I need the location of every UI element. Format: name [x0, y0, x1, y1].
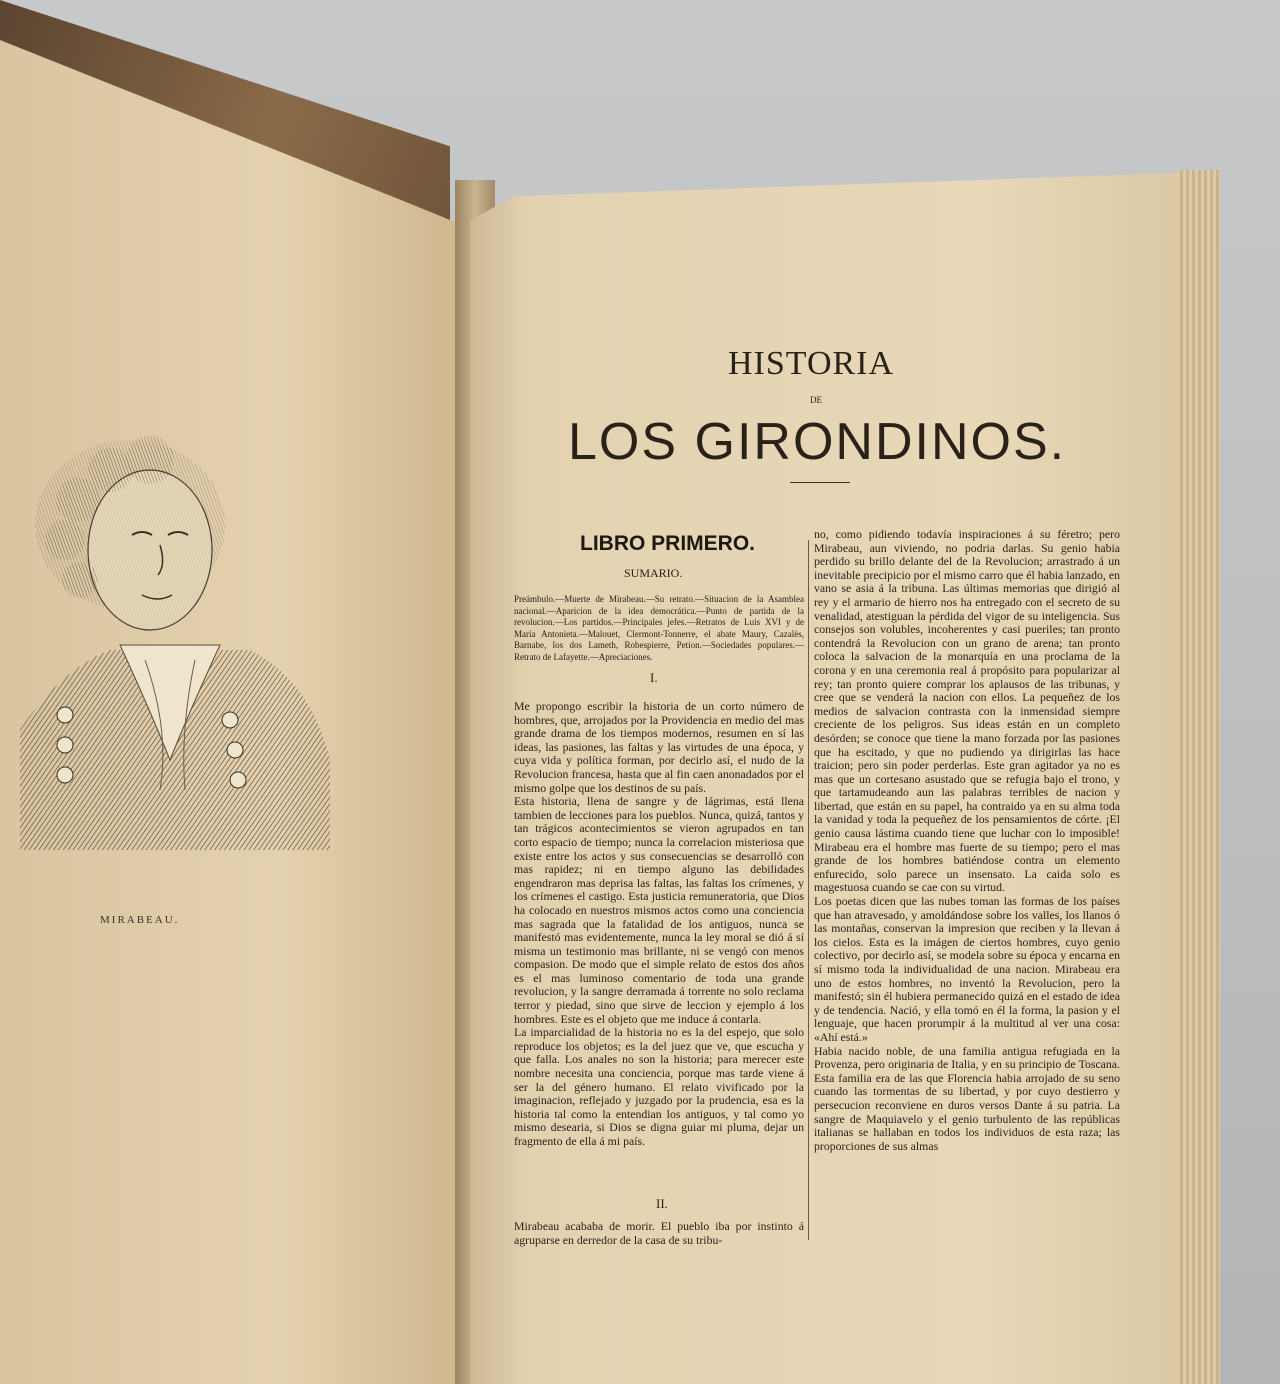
summary-text: Preámbulo.—Muerte de Mirabeau.—Su retrato.—Situacion de la Asamblea nacional.—Aparicion de la idea democrática.—Punto de partida de la revolucion.—Los partidos.—Principales jefes.—Retratos de Luis XVI y de María Antonieta.—Malouet, Clermont-Tonnerre, el abate Maury, Cazalès, Barnabe, los dos Lameth, Robespierre, Petion.—Sociedades populares.—Retrato de Lafayette.—Apreciaciones.	[514, 594, 804, 662]
paragraph: Me propongo escribir la historia de un corto número de hombres, que, arrojados por la Providencia en medio del mas grande drama de los tiempos modernos, resumen en sí las ideas, las pasiones, las faltas y las virtudes de una época, y cuya vida y política forman, por decirlo así, el nudo de la Revolucion francesa, hasta que al fin caen anonadados por el mismo golpe que los destinos de su país.	[514, 699, 804, 795]
summary-heading: SUMARIO.	[624, 566, 683, 580]
mirabeau-portrait-engraving	[20, 430, 340, 850]
title-los-girondinos: LOS GIRONDINOS.	[568, 413, 1067, 471]
left-column-continuation: Mirabeau acababa de morir. El pueblo iba por instinto á agruparse en derredor de la casa de su tribu-	[514, 1219, 804, 1247]
title-de: DE	[810, 395, 822, 405]
paragraph: Habia nacido noble, de una familia antigua refugiada en la Provenza, pero originaria de Italia, y en su principio de Toscana. Esta familia era de las que Florencia habia arrojado de su seno cuando las tormentas de su libertad, y por cuyo destierro y persecucion reconviene en duros versos Dante á su patria. La sangre de Maquiavelo y el genio turbulento de las repúblicas italianas se hallaban en todos los individuos de esta raza; las proporciones de sus almas	[814, 1043, 1120, 1153]
section-2-number: II.	[656, 1196, 668, 1211]
paragraph: Esta historia, llena de sangre y de lágrimas, está llena tambien de lecciones para los pueblos. Nunca, quizá, tantos y tan trágicos acontecimientos se vieron agrupados en tan corto espacio de tiempo; nunca la correlacion misteriosa que existe entre los actos y sus consecuencias se desarrolló con mas rapidez; ni en tiempo alguno las debilidades engendraron mas deprisa las faltas, las faltas los crímenes, y los crímenes el castigo. Esta justicia remuneratoria, que Dios ha colocado en nuestros mismos actos como una conciencia mas sagrada que la fatalidad de los antiguos, nunca se manifestó mas evidentemente, nunca la ley moral se dió á sí misma un testimonio mas brillante, ni se vengó con menos compasion. De modo que el simple relato de estos dos años es el mas luminoso comentario de toda una grande revolucion, y la sangre derramada á torrente no solo reclama terror y piedad, sino que sirve de leccion y ejemplo á los hombres. Este es el objeto que me induce á contarla.	[514, 794, 804, 1026]
page-edges	[1180, 170, 1220, 1384]
column-divider	[808, 540, 809, 1240]
section-1-number: I.	[650, 670, 658, 685]
paragraph: La imparcialidad de la historia no es la del espejo, que solo reproduce los objetos; es la del juez que ve, que escucha y que falla. Los anales no son la historia; para merecer este nombre necesita una conciencia, porque mas tarde viene á ser la del género humano. El relato vivificado por la imaginacion, reflejado y juzgado por la prudencia, esa es la historia tal como la entendian los antiguos, y tal como yo mismo desearia, si Dios se digna guiar mi pluma, dejar un fragmento de ella á mi país.	[514, 1025, 804, 1148]
paragraph: no, como pidiendo todavía inspiraciones á su féretro; pero Mirabeau, aun viviendo, no podria darlas. Su genio habia perdido su brillo delante del de la Revolucion; arrastrado á un inevitable precipicio por el mismo carro que él habia lanzado, en vano se asia á la tribuna. Las últimas memorias que dirigió al rey y el armario de hierro nos ha entregado con el secreto de su venalidad, atestiguan la pérdida del vigor de su inteligencia. Sus consejos son volubles, incoherentes y casi pueriles; tan pronto contendrá la Revolucion con un grano de arena; tan pronto coloca la salvacion de la monarquía en una proclama de la corona y en una ceremonia real á propósito para popularizar al rey; tan pronto quiere comprar los aplausos de las tribunas, y cree que se venderá la nacion con ellos. La pequeñez de los medios de salvacion contrasta con la inmensidad siempre creciente de los peligros. Sus ideas están en un completo desórden; se conoce que tiene la mano forzada por las pasiones que ha escitado, y que no pudiendo ya dirigirlas las hace traicion; pero sin poder perderlas. Este gran agitador ya no es mas que un cortesano asustado que se refugia bajo el trono, y que tartamudeando aun las palabras terribles de nacion y libertad, que están en su papel, ha contraido ya en su alma toda la vanidad y toda la pequeñez de los pensamientos de córte. ¡El genio causa lástima cuando tiene que luchar con lo imposible! Mirabeau era el hombre mas fuerte de su tiempo; pero el mas grande de los hombres batiéndose contra un elemento enfurecido, solo parece un insensato. La caida solo es magestuosa cuando se cae con su virtud.	[814, 527, 1120, 895]
left-column-body	[514, 700, 804, 1149]
portrait-caption: MIRABEAU.	[100, 914, 180, 926]
book-heading: LIBRO PRIMERO.	[580, 532, 756, 555]
title-historia: HISTORIA	[728, 345, 895, 382]
paragraph: Los poetas dicen que las nubes toman las formas de los países que han atravesado, y amoldándose sobre los valles, los llanos ó las montañas, conservan la impresion que reciben y la llevan á los cielos. Esta es la imágen de ciertos hombres, cuyo genio colectivo, por decirlo así, se modela sobre su época y encarna en sí mismo toda la individualidad de una nacion. Mirabeau era uno de estos hombres, no inventó la Revolucion, pero la manifestó; sin él hubiera permanecido quizá en el estado de idea y de tendencia. Nació, y ella tomó en él la forma, la pasion y el lenguaje, que hacen prorumpir á la multitud al ver una cosa: «Ahí está.»	[814, 894, 1120, 1044]
title-divider	[790, 482, 850, 483]
right-column-body	[814, 528, 1120, 1153]
